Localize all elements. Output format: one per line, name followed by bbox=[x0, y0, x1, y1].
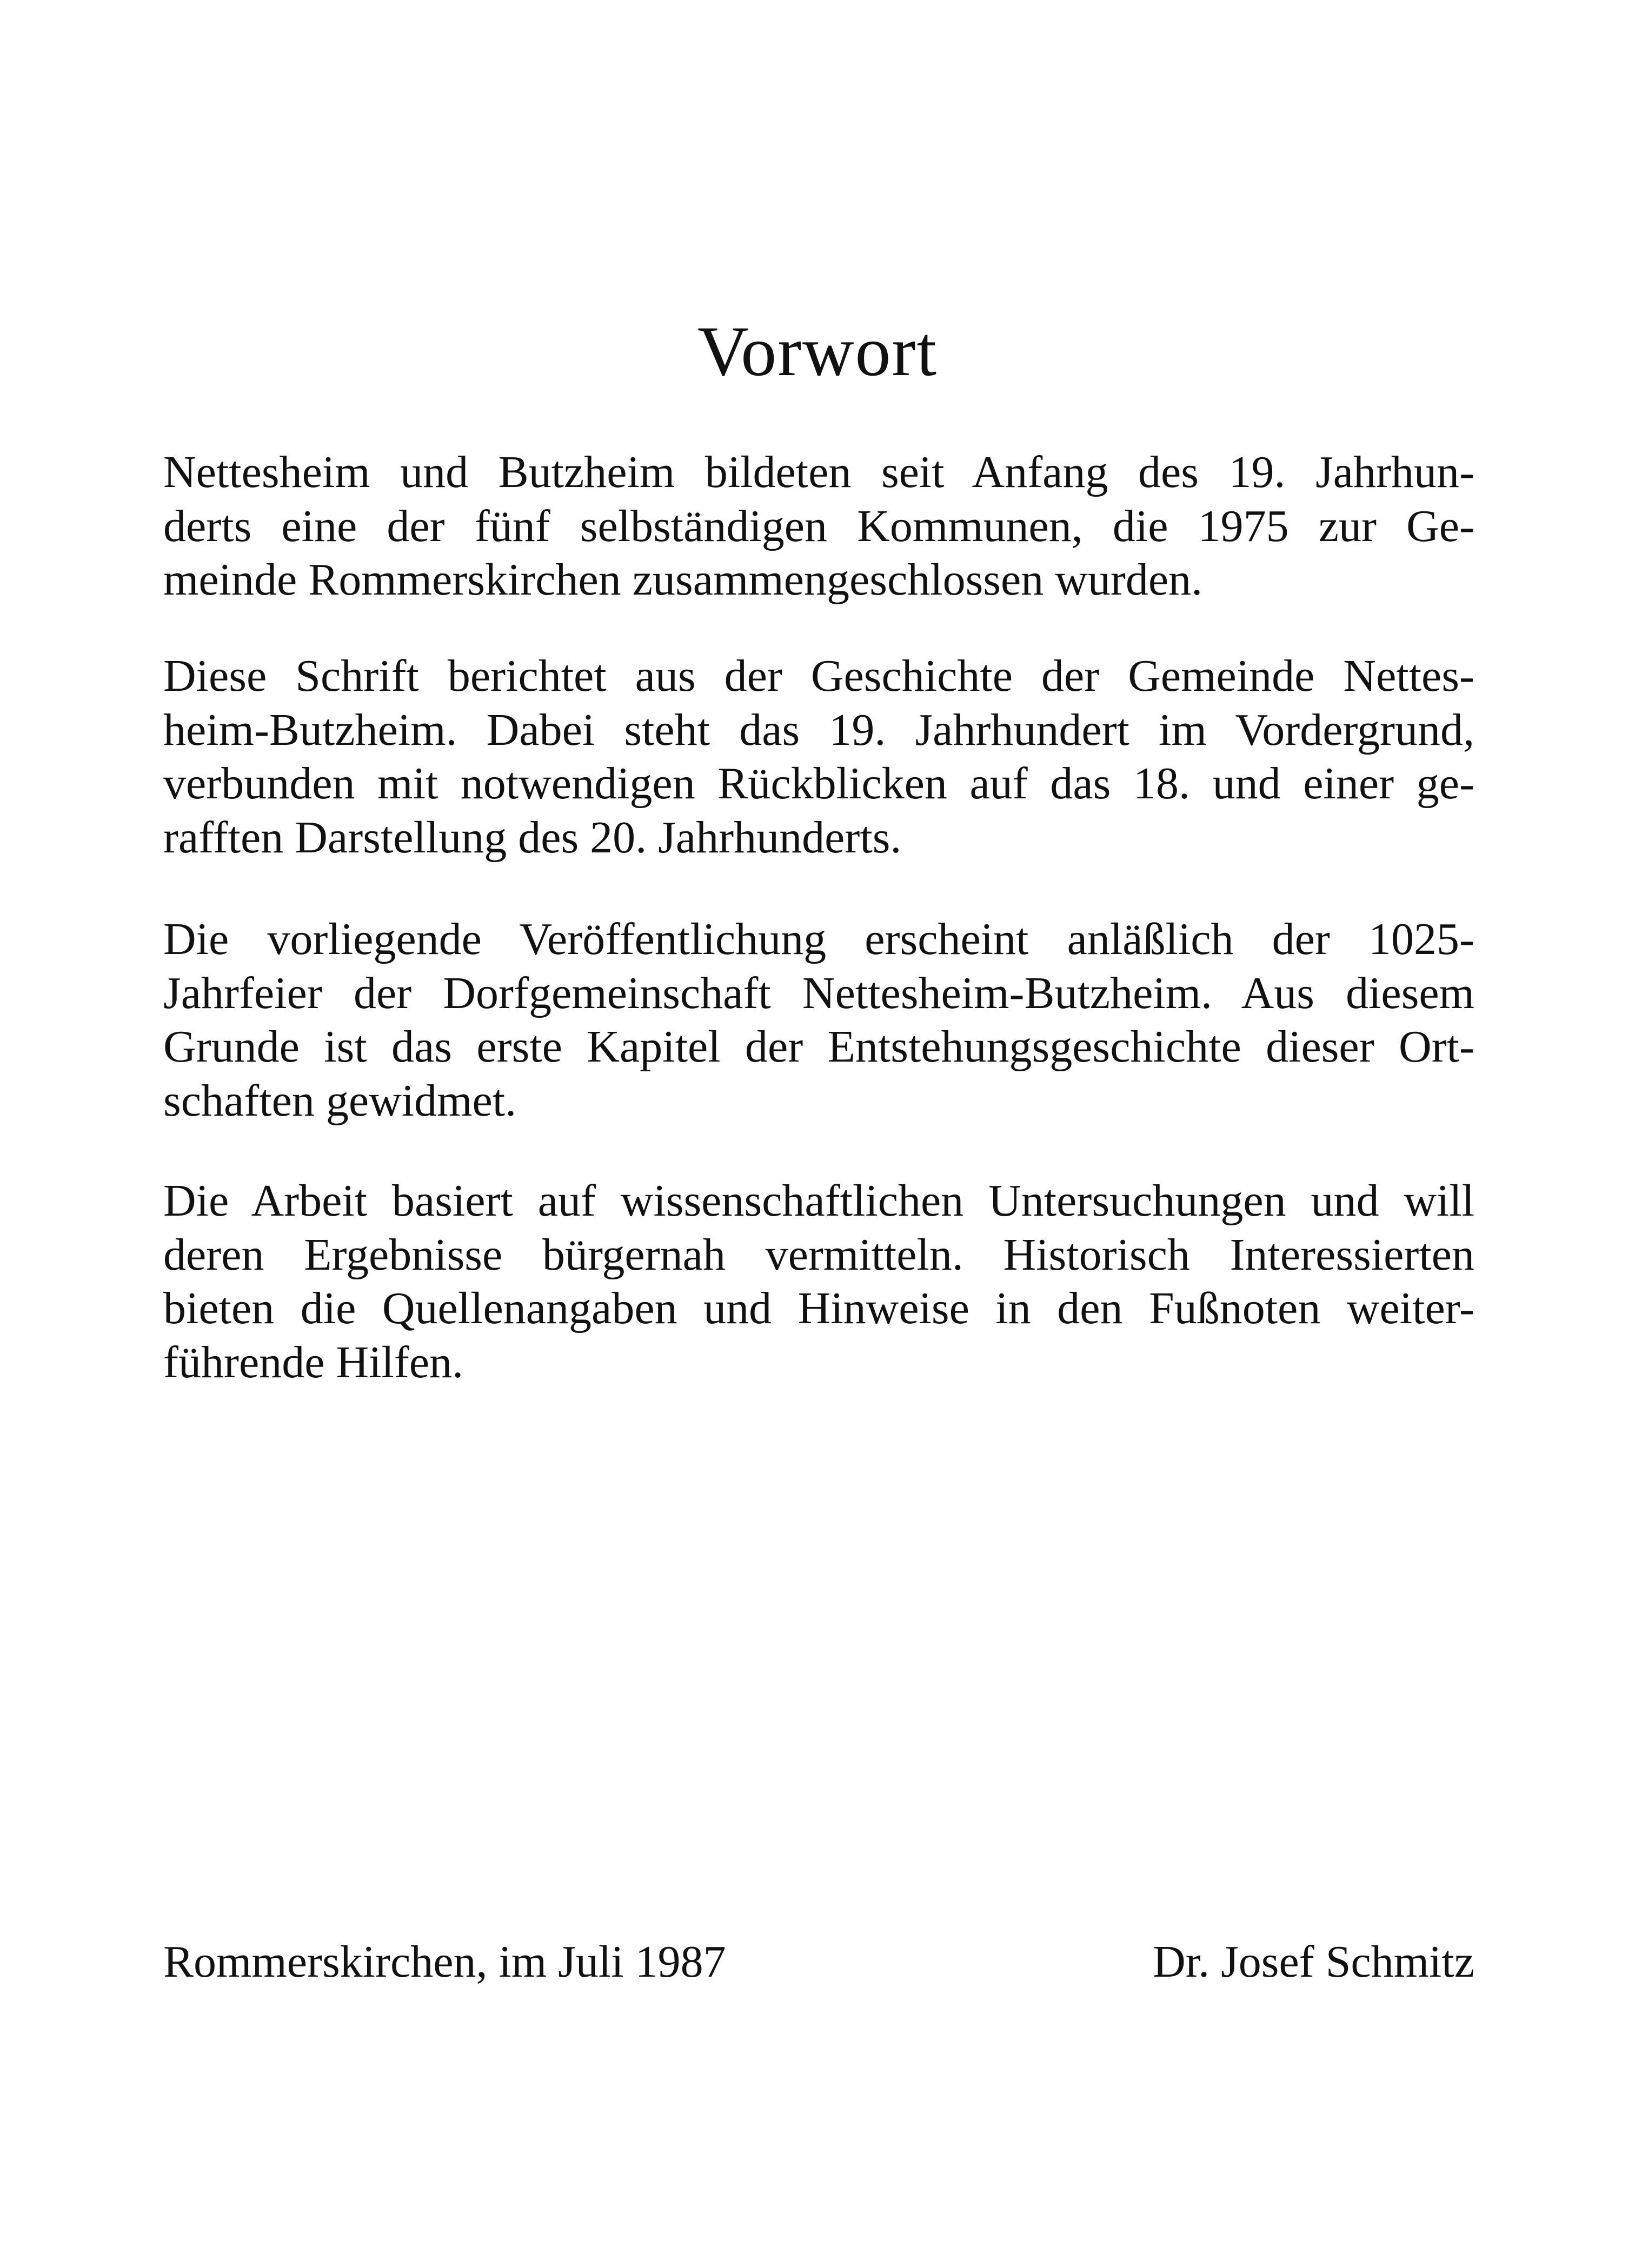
text-line: führende Hilfen. bbox=[163, 1337, 464, 1388]
author-name: Dr. Josef Schmitz bbox=[1153, 1937, 1474, 1987]
signature-block bbox=[163, 1935, 1474, 1989]
text-line: Die Arbeit basiert auf wissenschaftlichen Untersuchungen und will bbox=[163, 1176, 1474, 1226]
text-line: rafften Darstellung des 20. Jahrhunderts. bbox=[163, 812, 902, 863]
text-line: Nettesheim und Butzheim bildeten seit Anfang des 19. Jahrhun- bbox=[163, 447, 1474, 497]
text-line: Grunde ist das erste Kapitel der Entstehungsgeschichte dieser Ort- bbox=[163, 1022, 1474, 1072]
text-line: heim-Butzheim. Dabei steht das 19. Jahrhundert im Vordergrund, bbox=[163, 704, 1474, 755]
text-line: meinde Rommerskirchen zusammengeschlossen wurden. bbox=[163, 555, 1203, 605]
text-line: Die vorliegende Veröffentlichung erscheint anläßlich der 1025- bbox=[163, 914, 1474, 964]
text-line: verbunden mit notwendigen Rückblicken auf das 18. und einer ge- bbox=[163, 758, 1474, 809]
page-title: Vorwort bbox=[697, 311, 938, 391]
text-line: deren Ergebnisse bürgernah vermitteln. Historisch Interessierten bbox=[163, 1229, 1474, 1280]
text-line: Jahrfeier der Dorfgemeinschaft Nettesheim-Butzheim. Aus diesem bbox=[163, 968, 1474, 1018]
text-line: Diese Schrift berichtet aus der Geschichte der Gemeinde Nettes- bbox=[163, 651, 1474, 701]
text-line: schaften gewidmet. bbox=[163, 1076, 517, 1126]
paragraph-3 bbox=[163, 912, 1474, 1128]
place-date: Rommerskirchen, im Juli 1987 bbox=[163, 1937, 726, 1987]
paragraph-1 bbox=[163, 445, 1474, 607]
paragraph-4 bbox=[163, 1174, 1474, 1390]
text-line: bieten die Quellenangaben und Hinweise in den Fußnoten weiter- bbox=[163, 1283, 1474, 1334]
text-line: derts eine der fünf selbständigen Kommunen, die 1975 zur Ge- bbox=[163, 501, 1474, 551]
paragraph-2 bbox=[163, 649, 1474, 865]
